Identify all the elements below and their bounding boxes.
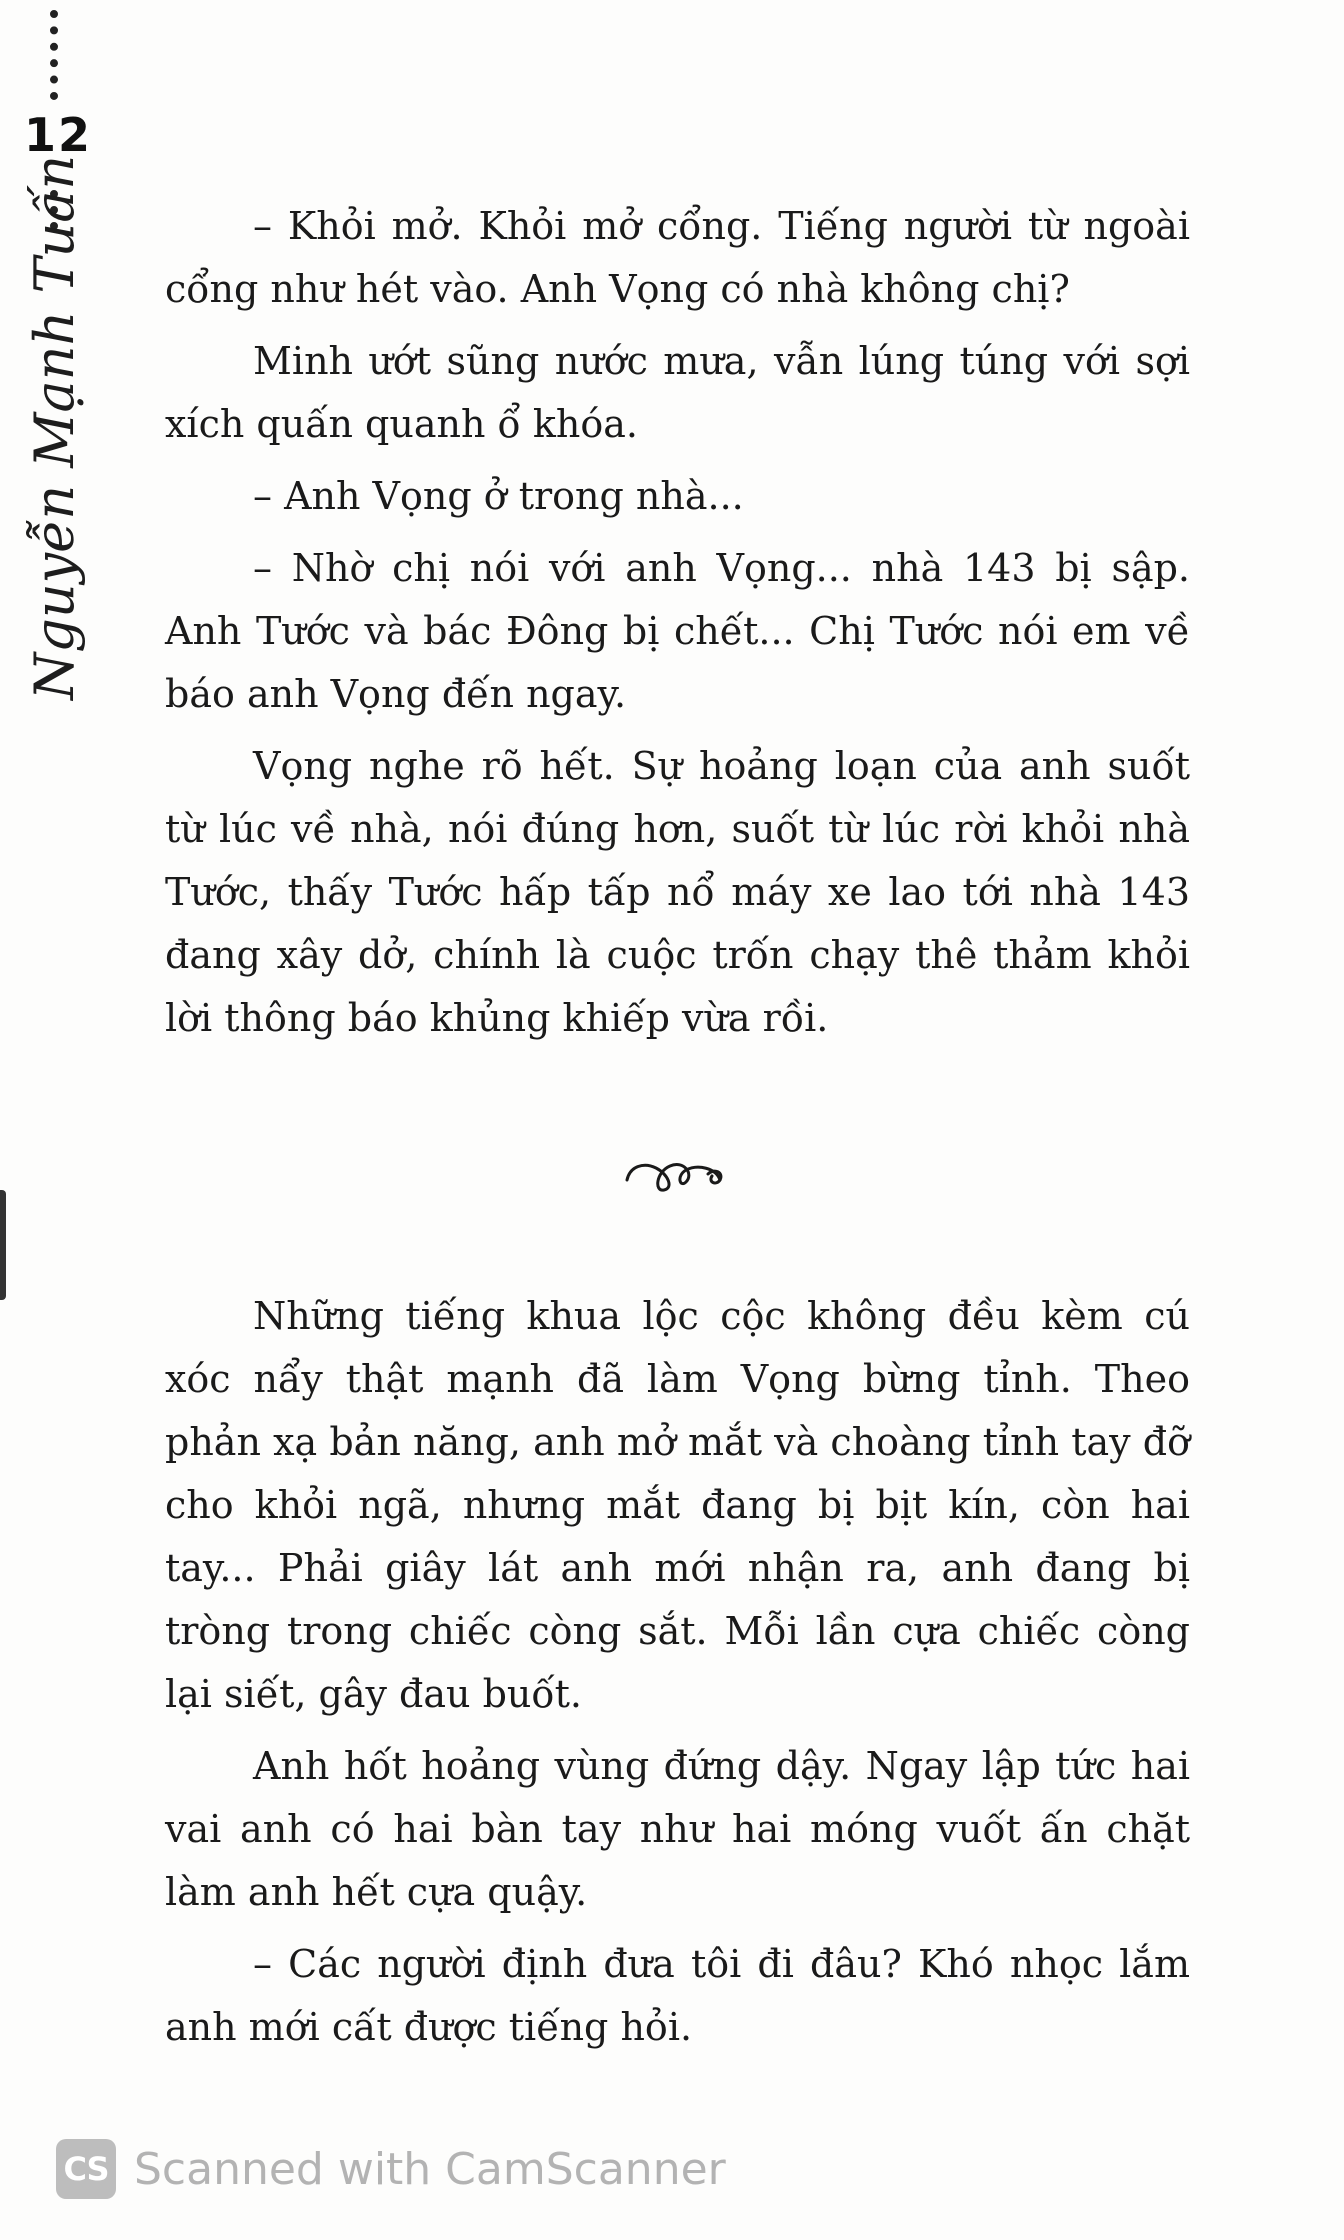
camscanner-logo-icon: CS: [56, 2139, 116, 2199]
paragraph: Vọng nghe rõ hết. Sự hoảng loạn của anh suốt từ lúc về nhà, nói đúng hơn, suốt từ lúc rời khỏi nhà Tước, thấy Tước hấp tấp nổ máy xe lao tới nhà 143 đang xây dở, chính là cuộc trốn chạy thê thảm khỏi lời thông báo khủng khiếp vừa rồi.: [165, 744, 1190, 1040]
paragraph: Minh ướt sũng nước mưa, vẫn lúng túng với sợi xích quấn quanh ổ khóa.: [165, 339, 1190, 446]
section-divider-ornament-icon: [622, 1148, 732, 1198]
paragraph: Những tiếng khua lộc cộc không đều kèm cú xóc nẩy thật mạnh đã làm Vọng bừng tỉnh. Theo phản xạ bản năng, anh mở mắt và choàng tỉnh tay đỡ cho khỏi ngã, nhưng mắt đang bị bịt kín, còn hai tay... Phải giây lát anh mới nhận ra, anh đang bị tròng trong chiếc còng sắt. Mỗi lần cựa chiếc còng lại siết, gây đau buốt.: [165, 1294, 1190, 1716]
camscanner-watermark-text: Scanned with CamScanner: [134, 2143, 726, 2195]
body-text-section-1: [165, 195, 1190, 1059]
camscanner-watermark: [56, 2134, 726, 2204]
paragraph: – Nhờ chị nói với anh Vọng... nhà 143 bị sập. Anh Tước và bác Đông bị chết... Chị Tước nói em về báo anh Vọng đến ngay.: [165, 546, 1190, 716]
paragraph: – Anh Vọng ở trong nhà...: [253, 474, 744, 518]
paragraph: – Khỏi mở. Khỏi mở cổng. Tiếng người từ ngoài cổng như hét vào. Anh Vọng có nhà không chị?: [165, 204, 1190, 311]
author-name-vertical: Nguyễn Mạnh Tuấn: [23, 154, 86, 700]
paragraph: – Các người định đưa tôi đi đâu? Khó nhọc lắm anh mới cất được tiếng hỏi.: [165, 1942, 1190, 2049]
scan-spine-shadow: [0, 1190, 6, 1300]
header-dot-rule-top: [50, 10, 66, 100]
body-text-section-2: [165, 1285, 1190, 2068]
page-number: 12: [24, 108, 93, 162]
paragraph: Anh hốt hoảng vùng đứng dậy. Ngay lập tức hai vai anh có hai bàn tay như hai móng vuốt ấn chặt làm anh hết cựa quậy.: [165, 1744, 1190, 1914]
